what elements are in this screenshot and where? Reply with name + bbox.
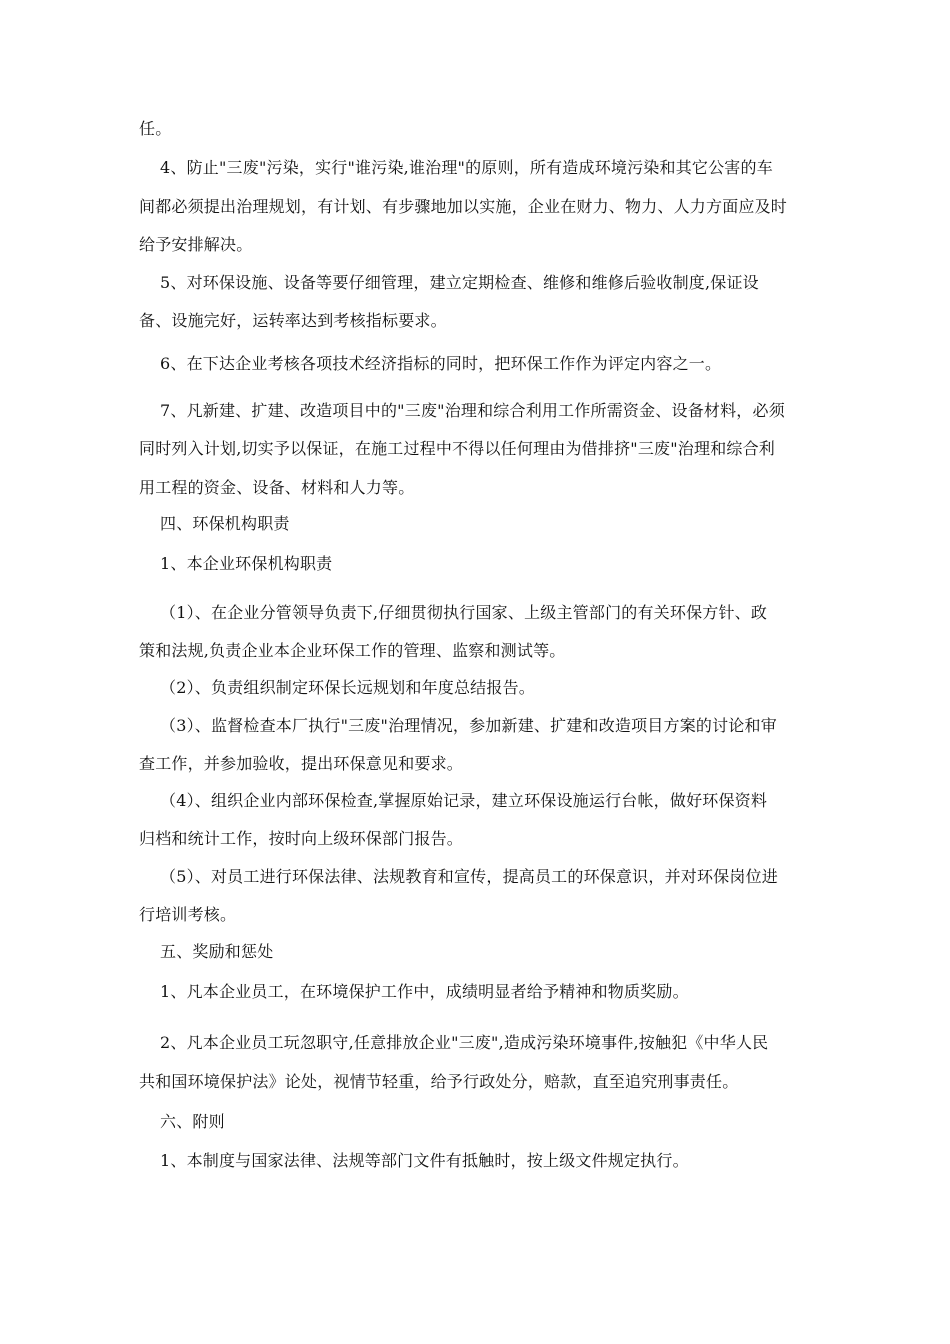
section-heading: 五、奖励和惩处 xyxy=(160,942,274,961)
subsection-heading: 1、本企业环保机构职责 xyxy=(160,554,333,573)
section-heading: 四、环保机构职责 xyxy=(160,514,290,533)
text-line: 7、凡新建、扩建、改造项目中的"三废"治理和综合利用工作所需资金、设备材料，必须 xyxy=(160,401,785,420)
text-line: （1）、在企业分管领导负责下,仔细贯彻执行国家、上级主管部门的有关环保方针、政 xyxy=(160,603,768,622)
text-line: （5）、对员工进行环保法律、法规教育和宣传，提高员工的环保意识，并对环保岗位进 xyxy=(160,867,778,886)
text-line: 1、本制度与国家法律、法规等部门文件有抵触时，按上级文件规定执行。 xyxy=(160,1151,689,1170)
text-line: 给予安排解决。 xyxy=(139,235,253,254)
text-line: 归档和统计工作，按时向上级环保部门报告。 xyxy=(139,829,464,848)
text-line: 行培训考核。 xyxy=(139,905,237,924)
text-line: 4、防止"三废"污染，实行"谁污染,谁治理"的原则，所有造成环境污染和其它公害的车 xyxy=(160,158,773,177)
text-line: 1、凡本企业员工，在环境保护工作中，成绩明显者给予精神和物质奖励。 xyxy=(160,982,689,1001)
text-line: 同时列入计划,切实予以保证，在施工过程中不得以任何理由为借排挤"三废"治理和综合利 xyxy=(139,439,776,458)
text-line: （4）、组织企业内部环保检查,掌握原始记录，建立环保设施运行台帐，做好环保资料 xyxy=(160,791,768,810)
text-line: 共和国环境保护法》论处，视情节轻重，给予行政处分，赔款，直至追究刑事责任。 xyxy=(139,1072,739,1091)
text-line: 备、设施完好，运转率达到考核指标要求。 xyxy=(139,311,447,330)
text-line: （3）、监督检查本厂执行"三废"治理情况，参加新建、扩建和改造项目方案的讨论和审 xyxy=(160,716,777,735)
text-line: 6、在下达企业考核各项技术经济指标的同时，把环保工作作为评定内容之一。 xyxy=(160,354,722,373)
section-heading: 六、附则 xyxy=(160,1112,225,1131)
text-line: 2、凡本企业员工玩忽职守,任意排放企业"三废",造成污染环境事件,按触犯《中华人民 xyxy=(160,1033,769,1052)
text-line: 查工作，并参加验收，提出环保意见和要求。 xyxy=(139,754,464,773)
text-line: 5、对环保设施、设备等要仔细管理，建立定期检查、维修和维修后验收制度,保证设 xyxy=(160,273,759,292)
text-line: （2）、负责组织制定环保长远规划和年度总结报告。 xyxy=(160,678,535,697)
text-line: 任。 xyxy=(139,119,172,138)
text-line: 策和法规,负责企业本企业环保工作的管理、监察和测试等。 xyxy=(139,641,566,660)
text-line: 间都必须提出治理规划，有计划、有步骤地加以实施，企业在财力、物力、人力方面应及时 xyxy=(139,197,788,216)
text-line: 用工程的资金、设备、材料和人力等。 xyxy=(139,478,415,497)
